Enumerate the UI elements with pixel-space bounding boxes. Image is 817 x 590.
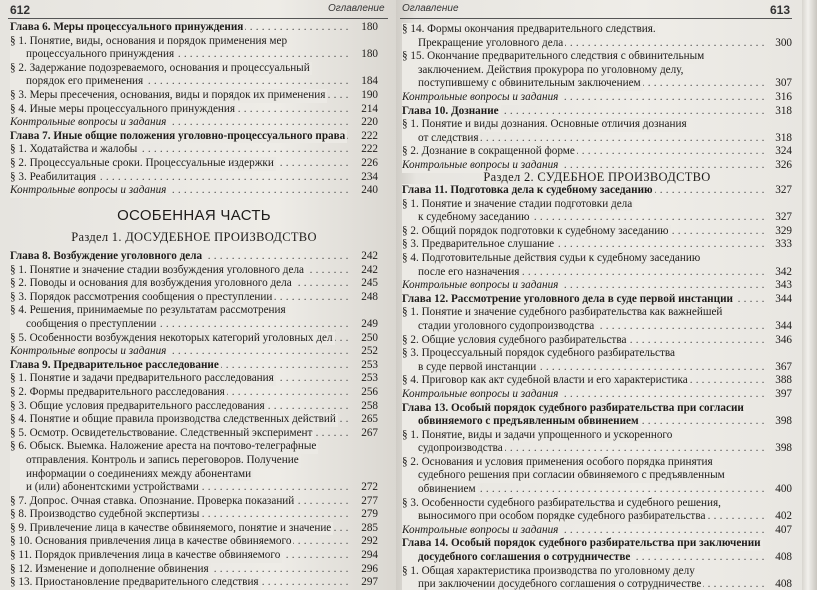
toc-entry-text: § 2. Основания и условия применения особого порядка принятия bbox=[402, 455, 713, 468]
right-page bbox=[396, 0, 802, 590]
toc-line bbox=[10, 535, 378, 549]
toc-entry-text: . . . § 2. Формы предварительного расследования bbox=[10, 385, 225, 398]
toc-entry-text: . . . после его назначения bbox=[402, 266, 521, 280]
toc-entry-text: . . . Контрольные вопросы и задания bbox=[10, 345, 167, 358]
toc-line bbox=[10, 304, 378, 318]
toc-entry-text: . . . в суде первой инстанции bbox=[402, 361, 538, 375]
toc-entry-text: . . . § 3. Порядок рассмотрения сообщения о преступлении bbox=[10, 290, 273, 303]
toc-page-number: 272 bbox=[361, 481, 378, 494]
toc-page-number: 222 bbox=[361, 143, 378, 156]
toc-line bbox=[402, 198, 792, 212]
toc-line bbox=[402, 565, 792, 579]
toc-page-number: 226 bbox=[361, 156, 378, 169]
toc-entry-text: § 1. Понятие, виды и задачи упрощенного и ускоренного bbox=[402, 428, 673, 441]
toc-page-number: 234 bbox=[361, 170, 378, 183]
toc-line bbox=[402, 91, 792, 105]
toc-entry-text: . . . § 1. Ходатайства и жалобы bbox=[10, 143, 138, 156]
toc-line bbox=[402, 266, 792, 280]
toc-page-number: 329 bbox=[775, 224, 792, 237]
toc-line bbox=[402, 293, 792, 307]
toc-page-number: 296 bbox=[361, 562, 378, 575]
toc-line bbox=[402, 402, 792, 416]
toc-line bbox=[402, 469, 792, 483]
toc-line bbox=[402, 50, 792, 64]
toc-line bbox=[10, 157, 378, 171]
toc-entry-text: § 1. Понятие и значение судебного разбирательства как важнейшей bbox=[402, 306, 723, 319]
toc-page-number: 326 bbox=[775, 158, 792, 171]
section-heading-2: Раздел 2. СУДЕБНОЕ ПРОИЗВОДСТВО bbox=[483, 170, 711, 184]
toc-page-number: 253 bbox=[361, 372, 378, 385]
toc-entry-text: . . . выносимого при особом порядке судебного разбирательства bbox=[402, 510, 707, 524]
toc-entry-text: § 14. Формы окончания предварительного следствия. bbox=[402, 23, 656, 35]
toc-page-number: 398 bbox=[775, 442, 792, 455]
toc-page-number: 333 bbox=[775, 238, 792, 251]
toc-page-number: 180 bbox=[361, 21, 378, 33]
toc-page-number: 388 bbox=[775, 374, 792, 387]
toc-entry-text: . . . § 13. Приостановление предварительного следствия bbox=[10, 576, 259, 589]
toc-line bbox=[402, 334, 792, 348]
toc-entry-text: . . . § 1. Понятие и значение стадии возбуждения уголовного дела bbox=[10, 263, 305, 276]
toc-entry-text: . . . при заключении досудебного соглашения о сотрудничестве bbox=[402, 578, 703, 590]
toc-line bbox=[10, 372, 378, 386]
toc-page-number: 190 bbox=[361, 88, 378, 101]
toc-entry-text: . . . § 10. Основания привлечения лица в качестве обвиняемого bbox=[10, 535, 292, 548]
toc-line bbox=[10, 21, 378, 35]
toc-page-number: 300 bbox=[775, 36, 792, 49]
toc-entry-text: . . . Прекращение уголовного дела bbox=[402, 37, 565, 51]
toc-entry-text: . . . § 3. Общие условия предварительного расследования bbox=[10, 399, 265, 412]
toc-entry-text: . . . от следствия bbox=[402, 132, 480, 146]
toc-entry-text: § 4. Подготовительные действия судьи к судебному заседанию bbox=[402, 251, 701, 264]
toc-page-number: 408 bbox=[775, 551, 792, 564]
toc-line bbox=[10, 250, 378, 264]
toc-entry-text: . . . § 4. Понятие и общие правила производства следственных действий bbox=[10, 413, 336, 426]
toc-page-number: 324 bbox=[775, 145, 792, 158]
toc-page-number: 367 bbox=[775, 360, 792, 373]
right-running-title: Оглавление bbox=[402, 3, 459, 14]
toc-entry-text: судебного решения при согласии обвиняемого с предъявленным bbox=[402, 469, 727, 483]
toc-line bbox=[402, 132, 792, 146]
toc-page-number: 245 bbox=[361, 277, 378, 290]
toc-line bbox=[402, 105, 792, 119]
toc-entry-text: § 1. Понятие, виды, основания и порядок применения мер bbox=[10, 34, 288, 47]
right-toc-block-1 bbox=[402, 23, 792, 173]
toc-page-number: 277 bbox=[361, 494, 378, 507]
toc-page-number: 252 bbox=[361, 345, 378, 358]
toc-line bbox=[10, 277, 378, 291]
left-toc-block-1 bbox=[10, 21, 378, 198]
toc-page-number: 265 bbox=[361, 413, 378, 426]
toc-line bbox=[402, 537, 792, 551]
toc-page-number: 248 bbox=[361, 290, 378, 303]
toc-page-number: 267 bbox=[361, 426, 378, 439]
toc-page-number: 180 bbox=[361, 48, 378, 61]
toc-entry-text: отправления. Контроль и запись переговоров. Получение bbox=[10, 454, 301, 468]
toc-line bbox=[10, 291, 378, 305]
toc-page-number: 346 bbox=[775, 333, 792, 346]
toc-entry-text: . . . Контрольные вопросы и задания bbox=[10, 116, 167, 129]
toc-entry-text: . . . § 11. Порядок привлечения лица в качестве обвиняемого bbox=[10, 549, 281, 562]
toc-line bbox=[402, 238, 792, 252]
toc-line bbox=[10, 171, 378, 185]
toc-line bbox=[10, 75, 378, 89]
toc-entry-text: . . . порядок его применения bbox=[10, 75, 145, 89]
toc-entry-text: . . . Глава 9. Предварительное расследование bbox=[10, 358, 219, 371]
toc-entry-text: . . . поступившему с обвинительным заключением bbox=[402, 77, 643, 91]
toc-entry-text: . . . § 5. Осмотр. Освидетельствование. Следственный эксперимент bbox=[10, 426, 313, 439]
toc-entry-text: . . . Контрольные вопросы и задания bbox=[10, 184, 167, 197]
toc-line bbox=[402, 279, 792, 293]
toc-line bbox=[10, 345, 378, 359]
toc-page-number: 318 bbox=[775, 131, 792, 144]
toc-page-number: 258 bbox=[361, 399, 378, 412]
toc-line bbox=[402, 524, 792, 538]
toc-entry-text: . . . § 8. Производство судебной экспертизы bbox=[10, 508, 200, 521]
toc-line bbox=[10, 495, 378, 509]
toc-line bbox=[10, 48, 378, 62]
toc-entry-text: Глава 14. Особый порядок судебного разбирательства при заключении bbox=[402, 537, 761, 550]
toc-entry-text: . . . § 9. Привлечение лица в качестве обвиняемого, понятие и значение bbox=[10, 521, 332, 534]
toc-line bbox=[402, 551, 792, 565]
toc-line bbox=[10, 116, 378, 130]
left-running-title: Оглавление bbox=[328, 3, 385, 14]
toc-entry-text: . . . к судебному заседанию bbox=[402, 211, 531, 225]
toc-page-number: 397 bbox=[775, 387, 792, 400]
toc-line bbox=[10, 549, 378, 563]
toc-page-number: 240 bbox=[361, 184, 378, 197]
toc-entry-text: . . . § 3. Меры пресечения, основания, виды и порядок их применения bbox=[10, 88, 326, 101]
toc-line bbox=[402, 211, 792, 225]
toc-line bbox=[10, 143, 378, 157]
toc-line bbox=[10, 522, 378, 536]
toc-page-number: 242 bbox=[361, 250, 378, 262]
toc-line bbox=[402, 510, 792, 524]
toc-line bbox=[402, 118, 792, 132]
toc-line bbox=[402, 225, 792, 239]
toc-entry-text: § 1. Общая характеристика производства по уголовному делу bbox=[402, 564, 695, 577]
toc-page-number: 242 bbox=[361, 263, 378, 276]
toc-line bbox=[402, 388, 792, 402]
toc-page-number: 344 bbox=[775, 292, 792, 305]
toc-entry-text: . . . § 3. Реабилитация bbox=[10, 170, 97, 183]
toc-entry-text: . . . Контрольные вопросы и задания bbox=[402, 279, 559, 292]
toc-line bbox=[10, 386, 378, 400]
toc-page-number: 344 bbox=[775, 319, 792, 332]
right-header-rule bbox=[400, 18, 792, 19]
section-heading-1: Раздел 1. ДОСУДЕБНОЕ ПРОИЗВОДСТВО bbox=[71, 230, 317, 244]
toc-line bbox=[10, 332, 378, 346]
toc-entry-text: . . . § 12. Изменение и дополнение обвинения bbox=[10, 562, 209, 575]
left-page bbox=[0, 0, 396, 590]
toc-entry-text: § 2. Задержание подозреваемого, основания и процессуальный bbox=[10, 61, 310, 74]
toc-line bbox=[402, 184, 792, 198]
toc-entry-text: . . . сообщения о преступлении bbox=[10, 318, 158, 332]
toc-entry-text: . . . § 2. Поводы и основания для возбуждения уголовного дела bbox=[10, 277, 292, 290]
toc-line bbox=[10, 563, 378, 577]
toc-page-number: 279 bbox=[361, 508, 378, 521]
toc-line bbox=[402, 429, 792, 443]
toc-line bbox=[402, 77, 792, 91]
left-toc-block-2 bbox=[10, 250, 378, 590]
toc-page-number: 318 bbox=[775, 104, 792, 117]
toc-page-number: 343 bbox=[775, 279, 792, 292]
toc-entry-text: . . . и (или) абонентскими устройствами bbox=[10, 481, 201, 495]
toc-page-number: 220 bbox=[361, 116, 378, 129]
toc-entry-text: . . . § 2. Общие условия судебного разбирательства bbox=[402, 333, 627, 346]
right-page-number: 613 bbox=[770, 3, 791, 17]
toc-line bbox=[10, 468, 378, 482]
toc-page-number: 292 bbox=[361, 535, 378, 548]
toc-entry-text: . . . обвиняемого с предъявленным обвинением bbox=[402, 415, 641, 429]
toc-entry-text: § 6. Обыск. Выемка. Наложение ареста на почтово-телеграфные bbox=[10, 440, 317, 453]
toc-entry-text: заключением. Действия прокурора по уголовному делу, bbox=[402, 64, 685, 78]
toc-entry-text: § 3. Особенности судебного разбирательства и судебного решения, bbox=[402, 496, 721, 509]
toc-line bbox=[402, 145, 792, 159]
toc-line bbox=[10, 454, 378, 468]
toc-line bbox=[10, 481, 378, 495]
toc-line bbox=[402, 578, 792, 590]
toc-page-number: 285 bbox=[361, 521, 378, 534]
toc-page-number: 184 bbox=[361, 75, 378, 88]
toc-line bbox=[10, 130, 378, 144]
toc-line bbox=[402, 252, 792, 266]
toc-line bbox=[402, 374, 792, 388]
right-toc-block-2 bbox=[402, 184, 792, 590]
toc-entry-text: . . . Глава 11. Подготовка дела к судебному заседанию bbox=[402, 184, 653, 196]
toc-line bbox=[402, 347, 792, 361]
toc-entry-text: . . . Глава 8. Возбуждение уголовного дела bbox=[10, 250, 203, 262]
toc-line bbox=[402, 23, 792, 37]
toc-page-number: 398 bbox=[775, 415, 792, 428]
toc-page-number: 327 bbox=[775, 211, 792, 224]
toc-entry-text: § 4. Решения, принимаемые по результатам рассмотрения bbox=[10, 304, 286, 317]
toc-entry-text: . . . Контрольные вопросы и задания bbox=[402, 90, 559, 103]
toc-entry-text: . . . § 2. Дознание в сокращенной форме bbox=[402, 145, 575, 158]
toc-line bbox=[402, 306, 792, 320]
toc-entry-text: . . . § 2. Общий порядок подготовки к судебному заседанию bbox=[402, 224, 669, 237]
toc-page-number: 400 bbox=[775, 483, 792, 496]
toc-line bbox=[402, 361, 792, 375]
toc-page-number: 316 bbox=[775, 90, 792, 103]
toc-page-number: 297 bbox=[361, 576, 378, 589]
toc-entry-text: . . . обвинением bbox=[402, 483, 478, 497]
toc-page-number: 402 bbox=[775, 510, 792, 523]
toc-line bbox=[10, 62, 378, 76]
toc-entry-text: Глава 13. Особый порядок судебного разбирательства при согласии bbox=[402, 401, 744, 414]
toc-entry-text: . . . Глава 6. Меры процессуального принуждения bbox=[10, 21, 244, 33]
toc-entry-text: . . . § 4. Приговор как акт судебной власти и его характеристика bbox=[402, 374, 688, 387]
toc-entry-text: . . . стадии уголовного судопроизводства bbox=[402, 320, 596, 334]
toc-page-number: 222 bbox=[361, 129, 378, 142]
toc-entry-text: § 3. Процессуальный порядок судебного разбирательства bbox=[402, 347, 675, 360]
toc-page-number: 342 bbox=[775, 265, 792, 278]
toc-page-number: 407 bbox=[775, 523, 792, 536]
toc-line bbox=[10, 103, 378, 117]
toc-entry-text: § 1. Понятие и виды дознания. Основные отличия дознания bbox=[402, 118, 687, 131]
toc-entry-text: § 1. Понятие и значение стадии подготовки дела bbox=[402, 197, 633, 210]
toc-page-number: 307 bbox=[775, 77, 792, 90]
toc-entry-text: . . . Глава 10. Дознание bbox=[402, 104, 499, 117]
toc-line bbox=[10, 264, 378, 278]
toc-entry-text: . . . Контрольные вопросы и задания bbox=[402, 387, 559, 400]
toc-entry-text: . . . § 4. Иные меры процессуального принуждения bbox=[10, 102, 236, 115]
toc-line bbox=[402, 483, 792, 497]
book-page-edges bbox=[802, 0, 817, 590]
left-header-rule bbox=[8, 18, 388, 19]
toc-entry-text: . . . Контрольные вопросы и задания bbox=[402, 523, 559, 536]
toc-entry-text: . . . § 5. Особенности возбуждения некоторых категорий уголовных дел bbox=[10, 331, 333, 344]
toc-line bbox=[402, 37, 792, 51]
toc-page-number: 408 bbox=[775, 578, 792, 590]
toc-line bbox=[402, 64, 792, 78]
toc-page-number: 256 bbox=[361, 385, 378, 398]
toc-page-number: 249 bbox=[361, 317, 378, 330]
toc-page-number: 214 bbox=[361, 102, 378, 115]
toc-line bbox=[402, 415, 792, 429]
toc-line bbox=[402, 497, 792, 511]
toc-line bbox=[10, 35, 378, 49]
toc-entry-text: . . . Глава 12. Рассмотрение уголовного дела в суде первой инстанции bbox=[402, 292, 733, 305]
toc-entry-text: . . . § 1. Понятие и задачи предварительного расследования bbox=[10, 372, 274, 385]
toc-line bbox=[10, 508, 378, 522]
toc-line bbox=[402, 456, 792, 470]
toc-line bbox=[10, 576, 378, 590]
toc-entry-text: . . . § 2. Процессуальные сроки. Процессуальные издержки bbox=[10, 156, 274, 169]
toc-line bbox=[10, 413, 378, 427]
toc-line bbox=[10, 440, 378, 454]
toc-page-number: 327 bbox=[775, 184, 792, 196]
toc-page-number: 250 bbox=[361, 331, 378, 344]
toc-entry-text: . . . § 7. Допрос. Очная ставка. Опознание. Проверка показаний bbox=[10, 494, 295, 507]
toc-page-number: 294 bbox=[361, 549, 378, 562]
toc-entry-text: информации о соединениях между абонентами bbox=[10, 468, 253, 482]
toc-entry-text: . . . § 3. Предварительное слушание bbox=[402, 238, 555, 251]
toc-line bbox=[10, 400, 378, 414]
toc-line bbox=[10, 427, 378, 441]
toc-line bbox=[10, 184, 378, 198]
toc-entry-text: . . . процессуального принуждения bbox=[10, 48, 176, 62]
toc-entry-text: . . . Глава 7. Иные общие положения уголовно-процессуального права bbox=[10, 129, 346, 142]
toc-line bbox=[10, 359, 378, 373]
toc-entry-text: . . . досудебного соглашения о сотрудничестве bbox=[402, 551, 632, 565]
toc-entry-text: . . . судопроизводства bbox=[402, 442, 505, 456]
toc-line bbox=[402, 442, 792, 456]
toc-line bbox=[10, 318, 378, 332]
left-page-number: 612 bbox=[10, 3, 31, 17]
toc-entry-text: . . . Контрольные вопросы и задания bbox=[402, 158, 559, 171]
toc-line bbox=[10, 89, 378, 103]
toc-page-number: 253 bbox=[361, 358, 378, 371]
part-heading: ОСОБЕННАЯ ЧАСТЬ bbox=[117, 207, 271, 224]
toc-entry-text: § 15. Окончание предварительного следствия с обвинительным bbox=[402, 50, 705, 63]
toc-line bbox=[402, 320, 792, 334]
